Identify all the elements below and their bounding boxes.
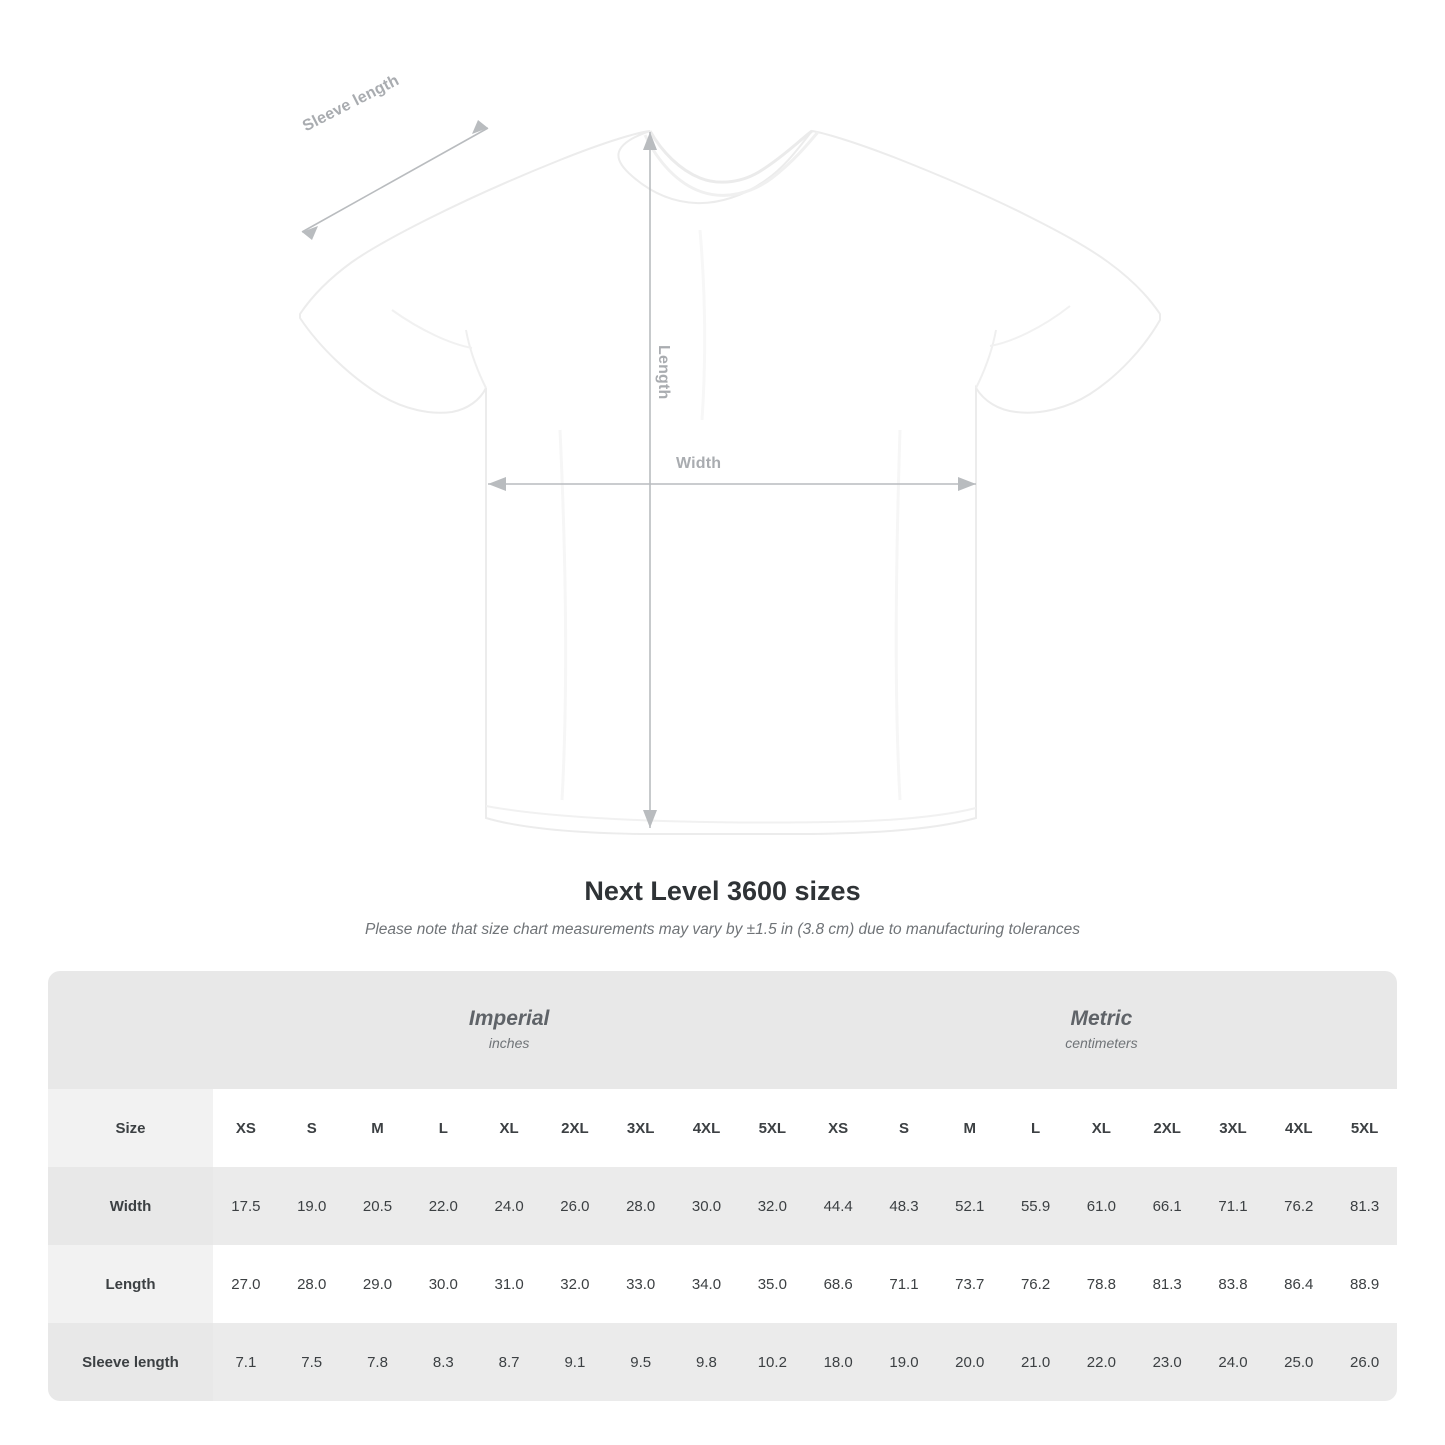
column-header-metric-s: S xyxy=(871,1089,937,1167)
column-header-imperial-xl: XL xyxy=(476,1089,542,1167)
cell-sleeve-imperial-m: 7.8 xyxy=(345,1323,411,1401)
cell-sleeve-imperial-xs: 7.1 xyxy=(213,1323,279,1401)
cell-length-metric-l: 76.2 xyxy=(1003,1245,1069,1323)
column-header-imperial-3xl: 3XL xyxy=(608,1089,674,1167)
heading-block xyxy=(0,876,1445,939)
cell-sleeve-metric-3xl: 24.0 xyxy=(1200,1323,1266,1401)
system-name-metric: Metric xyxy=(1070,1006,1133,1030)
cell-sleeve-imperial-s: 7.5 xyxy=(279,1323,345,1401)
table-row xyxy=(48,1167,1397,1245)
size-header-row xyxy=(48,1089,1397,1167)
column-header-metric-xs: XS xyxy=(805,1089,871,1167)
cell-length-imperial-2xl: 32.0 xyxy=(542,1245,608,1323)
column-header-metric-4xl: 4XL xyxy=(1266,1089,1332,1167)
cell-width-metric-m: 52.1 xyxy=(937,1167,1003,1245)
row-label-length: Length xyxy=(48,1245,213,1323)
cell-sleeve-metric-l: 21.0 xyxy=(1003,1323,1069,1401)
cell-sleeve-metric-xl: 22.0 xyxy=(1068,1323,1134,1401)
system-unit-metric: centimeters xyxy=(1065,1034,1138,1051)
size-table-wrapper xyxy=(48,971,1397,1401)
row-label-sleeve-length: Sleeve length xyxy=(48,1323,213,1401)
cell-length-imperial-l: 30.0 xyxy=(410,1245,476,1323)
cell-width-metric-5xl: 81.3 xyxy=(1332,1167,1397,1245)
system-header-imperial xyxy=(213,971,805,1089)
table-row xyxy=(48,1245,1397,1323)
row-header-size: Size xyxy=(48,1089,213,1167)
cell-sleeve-metric-s: 19.0 xyxy=(871,1323,937,1401)
length-label: Length xyxy=(655,345,672,400)
column-header-imperial-l: L xyxy=(410,1089,476,1167)
column-header-imperial-2xl: 2XL xyxy=(542,1089,608,1167)
cell-sleeve-imperial-3xl: 9.5 xyxy=(608,1323,674,1401)
cell-sleeve-imperial-2xl: 9.1 xyxy=(542,1323,608,1401)
cell-length-imperial-3xl: 33.0 xyxy=(608,1245,674,1323)
cell-sleeve-metric-5xl: 26.0 xyxy=(1332,1323,1397,1401)
cell-length-imperial-s: 28.0 xyxy=(279,1245,345,1323)
cell-width-metric-4xl: 76.2 xyxy=(1266,1167,1332,1245)
tshirt-shape xyxy=(300,131,1160,834)
column-header-metric-xl: XL xyxy=(1068,1089,1134,1167)
cell-sleeve-metric-2xl: 23.0 xyxy=(1134,1323,1200,1401)
column-header-metric-2xl: 2XL xyxy=(1134,1089,1200,1167)
cell-length-imperial-4xl: 34.0 xyxy=(674,1245,740,1323)
width-label: Width xyxy=(676,455,722,472)
cell-width-imperial-2xl: 26.0 xyxy=(542,1167,608,1245)
system-unit-imperial: inches xyxy=(488,1034,530,1051)
system-header-spacer xyxy=(48,971,213,1089)
column-header-metric-m: M xyxy=(937,1089,1003,1167)
cell-length-imperial-m: 29.0 xyxy=(345,1245,411,1323)
cell-width-imperial-xl: 24.0 xyxy=(476,1167,542,1245)
cell-width-metric-s: 48.3 xyxy=(871,1167,937,1245)
cell-length-metric-5xl: 88.9 xyxy=(1332,1245,1397,1323)
cell-width-imperial-m: 20.5 xyxy=(345,1167,411,1245)
cell-length-metric-m: 73.7 xyxy=(937,1245,1003,1323)
column-header-metric-3xl: 3XL xyxy=(1200,1089,1266,1167)
cell-width-imperial-s: 19.0 xyxy=(279,1167,345,1245)
cell-width-metric-xl: 61.0 xyxy=(1068,1167,1134,1245)
cell-sleeve-imperial-4xl: 9.8 xyxy=(674,1323,740,1401)
cell-sleeve-metric-4xl: 25.0 xyxy=(1266,1323,1332,1401)
cell-length-metric-s: 71.1 xyxy=(871,1245,937,1323)
cell-length-metric-xl: 78.8 xyxy=(1068,1245,1134,1323)
column-header-imperial-5xl: 5XL xyxy=(739,1089,805,1167)
sleeve-length-label: Sleeve length xyxy=(300,71,402,136)
cell-width-imperial-xs: 17.5 xyxy=(213,1167,279,1245)
cell-width-imperial-3xl: 28.0 xyxy=(608,1167,674,1245)
cell-width-imperial-5xl: 32.0 xyxy=(739,1167,805,1245)
cell-length-metric-4xl: 86.4 xyxy=(1266,1245,1332,1323)
row-label-width: Width xyxy=(48,1167,213,1245)
cell-width-metric-3xl: 71.1 xyxy=(1200,1167,1266,1245)
system-name-imperial: Imperial xyxy=(468,1006,550,1030)
cell-sleeve-metric-m: 20.0 xyxy=(937,1323,1003,1401)
column-header-imperial-m: M xyxy=(345,1089,411,1167)
cell-width-metric-l: 55.9 xyxy=(1003,1167,1069,1245)
column-header-imperial-xs: XS xyxy=(213,1089,279,1167)
cell-length-imperial-5xl: 35.0 xyxy=(739,1245,805,1323)
tolerance-note: Please note that size chart measurements may vary by ±1.5 in (3.8 cm) due to manufacturing tolerances xyxy=(365,921,1080,938)
cell-width-metric-2xl: 66.1 xyxy=(1134,1167,1200,1245)
column-header-imperial-s: S xyxy=(279,1089,345,1167)
cell-width-imperial-l: 22.0 xyxy=(410,1167,476,1245)
cell-sleeve-imperial-l: 8.3 xyxy=(410,1323,476,1401)
cell-length-metric-xs: 68.6 xyxy=(805,1245,871,1323)
cell-sleeve-imperial-xl: 8.7 xyxy=(476,1323,542,1401)
cell-length-imperial-xs: 27.0 xyxy=(213,1245,279,1323)
system-header-metric xyxy=(805,971,1397,1089)
cell-width-metric-xs: 44.4 xyxy=(805,1167,871,1245)
cell-length-metric-3xl: 83.8 xyxy=(1200,1245,1266,1323)
cell-length-imperial-xl: 31.0 xyxy=(476,1245,542,1323)
page-title: Next Level 3600 sizes xyxy=(584,876,861,906)
system-header-row xyxy=(48,971,1397,1089)
cell-length-metric-2xl: 81.3 xyxy=(1134,1245,1200,1323)
column-header-imperial-4xl: 4XL xyxy=(674,1089,740,1167)
size-table xyxy=(48,971,1397,1401)
table-row xyxy=(48,1323,1397,1401)
column-header-metric-l: L xyxy=(1003,1089,1069,1167)
cell-sleeve-metric-xs: 18.0 xyxy=(805,1323,871,1401)
cell-width-imperial-4xl: 30.0 xyxy=(674,1167,740,1245)
cell-sleeve-imperial-5xl: 10.2 xyxy=(739,1323,805,1401)
column-header-metric-5xl: 5XL xyxy=(1332,1089,1397,1167)
